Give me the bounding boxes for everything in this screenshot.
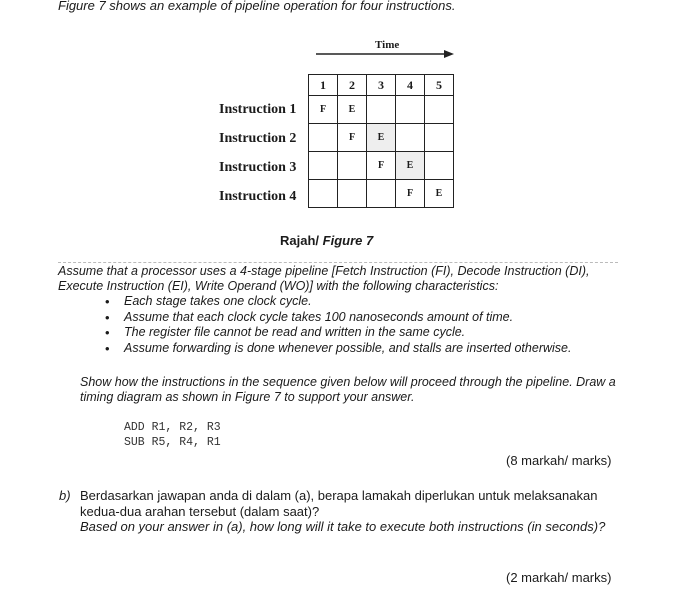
question-b (80, 488, 625, 535)
question-a-task: Show how the instructions in the sequence given below will proceed through the pipeline. Draw a timing diagram as shown in Figure 7 to support your answer. (80, 375, 616, 404)
cycle-header: 5 (425, 75, 454, 96)
grid-header-row (309, 75, 454, 96)
question-b-label: b) (59, 488, 71, 503)
grid-cell (425, 96, 454, 124)
grid-cell (396, 96, 425, 124)
instruction-label: Instruction 4 (219, 189, 297, 204)
question-b-malay: Berdasarkan jawapan anda di dalam (a), berapa lamakah diperlukan untuk melaksanakan kedua-dua arahan tersebut (dalam saat)? (80, 488, 598, 519)
grid-cell (338, 152, 367, 180)
time-arrow-icon (316, 48, 456, 60)
grid-row-instruction-1 (309, 96, 454, 124)
list-item (100, 341, 630, 357)
intro-text: Figure 7 shows an example of pipeline operation for four instructions. (58, 0, 456, 13)
grid-cell: F (338, 124, 367, 152)
grid-cell (367, 96, 396, 124)
list-item (100, 294, 630, 310)
code-line: ADD R1, R2, R3 (124, 421, 221, 434)
question-a-text: Assume that a processor uses a 4-stage pipeline [Fetch Instruction (FI), Decode Instruction (DI), Execute Instruction (EI), Write Operand (WO)] with the following characteristics: (58, 264, 590, 293)
marks-b: (2 markah/ marks) (506, 570, 612, 585)
time-axis-label: Time (375, 39, 400, 51)
grid-cell (396, 124, 425, 152)
cycle-header: 1 (309, 75, 338, 96)
grid-row-instruction-4 (309, 180, 454, 208)
cycle-header: 3 (367, 75, 396, 96)
grid-row-instruction-3 (309, 152, 454, 180)
code-block (124, 420, 221, 450)
grid-cell (425, 124, 454, 152)
instruction-label: Instruction 1 (219, 102, 297, 117)
grid-cell (309, 152, 338, 180)
grid-cell: E (367, 124, 396, 152)
bullet-icon: • (105, 325, 110, 340)
list-item-text: Assume that each clock cycle takes 100 nanoseconds amount of time. (124, 309, 514, 324)
divider (58, 262, 618, 263)
cycle-header: 2 (338, 75, 367, 96)
cycle-header: 4 (396, 75, 425, 96)
instruction-label: Instruction 3 (219, 160, 297, 175)
list-item (100, 310, 630, 326)
grid-cell: F (396, 180, 425, 208)
grid-cell: E (338, 96, 367, 124)
bullet-icon: • (105, 309, 110, 325)
grid-cell: E (396, 152, 425, 180)
bullet-icon: • (105, 294, 110, 309)
characteristics-list (100, 294, 630, 356)
list-item-text: The register file cannot be read and written in the same cycle. (124, 325, 466, 339)
marks-a: (8 markah/ marks) (506, 453, 612, 468)
grid-row-instruction-2 (309, 124, 454, 152)
grid-cell: F (367, 152, 396, 180)
grid-cell (425, 152, 454, 180)
bullet-icon: • (105, 340, 110, 356)
grid-cell: F (309, 96, 338, 124)
question-b-english: Based on your answer in (a), how long will it take to execute both instructions (in seconds)? (80, 519, 606, 534)
grid-cell: E (425, 180, 454, 208)
grid-cell (338, 180, 367, 208)
instruction-label: Instruction 2 (219, 131, 297, 146)
grid-cell (309, 124, 338, 152)
code-line: SUB R5, R4, R1 (124, 436, 221, 449)
caption-english: Figure 7 (322, 233, 374, 248)
list-item (100, 325, 630, 341)
grid-cell (309, 180, 338, 208)
grid-cell (367, 180, 396, 208)
caption-malay: Rajah/ (280, 233, 320, 248)
list-item-text: Assume forwarding is done whenever possible, and stalls are inserted otherwise. (124, 340, 572, 355)
pipeline-timing-grid (308, 74, 454, 208)
list-item-text: Each stage takes one clock cycle. (124, 294, 312, 308)
figure-caption (280, 233, 373, 248)
